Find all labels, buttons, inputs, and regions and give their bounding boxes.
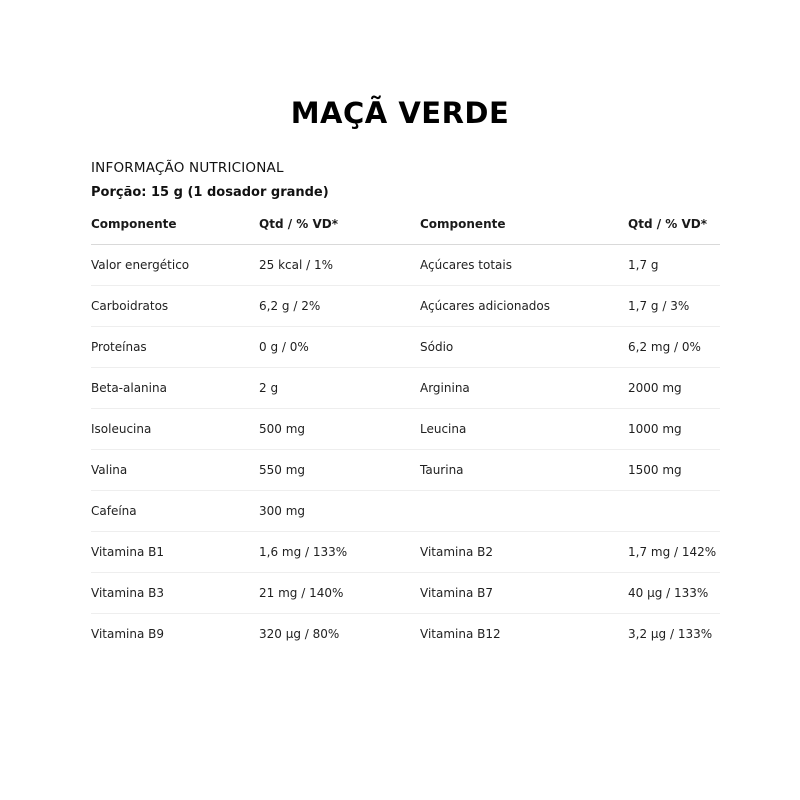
component-value: 25 kcal / 1% [259,245,420,286]
component-name: Beta-alanina [91,368,259,409]
component-name: Isoleucina [91,409,259,450]
component-value: 3,2 µg / 133% [628,627,713,641]
nutrition-panel [91,158,720,654]
header-component-right: Componente [420,216,628,245]
nutrition-table [91,216,720,654]
component-name: Vitamina B7 [420,573,628,614]
portion-size: Porção: 15 g (1 dosador grande) [91,185,329,200]
component-value: 1,7 g / 3% [628,286,720,327]
component-value: 0 g / 0% [259,327,420,368]
page-title: MAÇÃ VERDE [290,96,510,130]
component-value: 1500 mg [628,450,720,491]
table-row [91,286,720,327]
table-row [91,532,720,573]
component-name: Vitamina B1 [91,532,259,573]
component-value: 6,2 g / 2% [259,286,420,327]
table-row [91,245,720,286]
component-name: Açúcares adicionados [420,286,628,327]
header-quantity-left: Qtd / % VD* [259,216,420,245]
component-name: Vitamina B2 [420,532,628,573]
component-value: 1,7 mg / 142% [628,532,720,573]
component-name: Açúcares totais [420,245,628,286]
component-name: Vitamina B9 [91,627,165,641]
component-value: 6,2 mg / 0% [628,327,720,368]
component-value: 2000 mg [628,368,720,409]
header-quantity-right: Qtd / % VD* [628,216,720,245]
component-value [628,491,720,532]
component-value: 1,7 g [628,245,720,286]
component-name: Cafeína [91,491,259,532]
component-value: 1,6 mg / 133% [259,532,420,573]
component-name: Proteínas [91,327,259,368]
component-value: 550 mg [259,450,420,491]
component-value: 500 mg [259,409,420,450]
component-name: Leucina [420,409,628,450]
component-value: 2 g [259,368,420,409]
table-header-row [91,216,720,245]
component-value: 40 µg / 133% [628,573,720,614]
table-row [91,368,720,409]
section-title: INFORMAÇÃO NUTRICIONAL [91,160,284,176]
component-name: Valor energético [91,245,259,286]
component-name: Sódio [420,327,628,368]
table-row [91,491,720,532]
component-value: 1000 mg [628,409,720,450]
component-name: Vitamina B3 [91,573,259,614]
table-row [91,409,720,450]
table-row [91,573,720,614]
component-name: Vitamina B12 [420,627,501,641]
component-name: Carboidratos [91,286,259,327]
component-value: 21 mg / 140% [259,573,420,614]
component-name: Arginina [420,368,628,409]
component-value: 300 mg [259,491,420,532]
component-name [420,491,628,532]
header-component-left: Componente [91,216,259,245]
component-name: Taurina [420,450,628,491]
table-row [91,614,720,655]
table-row [91,327,720,368]
component-name: Valina [91,450,259,491]
component-value: 320 µg / 80% [259,627,340,641]
table-row [91,450,720,491]
